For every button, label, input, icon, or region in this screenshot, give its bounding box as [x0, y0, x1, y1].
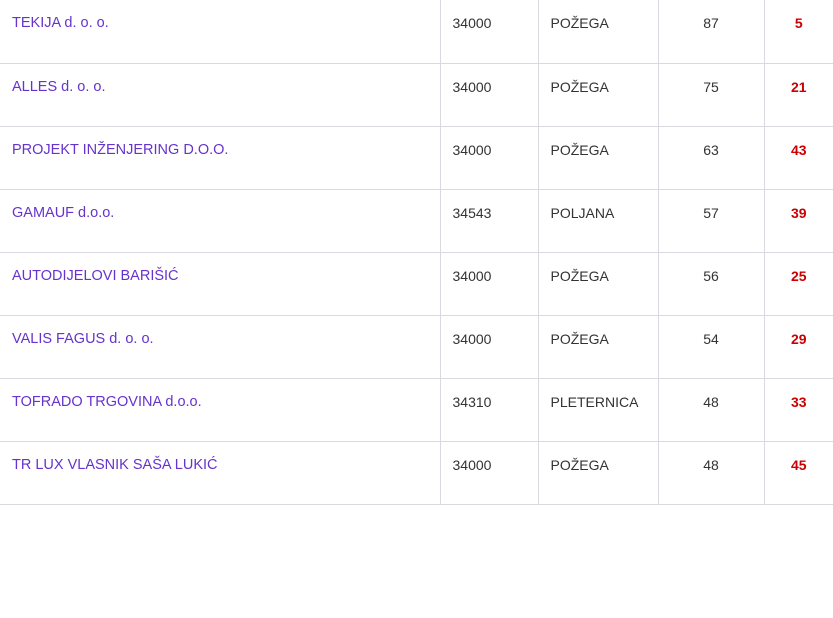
table-cell-rank: [764, 63, 833, 126]
zip-value: 34000: [452, 141, 492, 158]
company-link[interactable]: TR LUX VLASNIK SAŠA LUKIĆ: [12, 456, 218, 473]
zip-value: 34543: [452, 204, 492, 221]
zip-value: 34000: [452, 330, 492, 347]
city-value: POŽEGA: [550, 267, 609, 284]
table-cell-count: [658, 63, 764, 126]
table-row: [0, 189, 833, 252]
table-cell-company-name: [0, 0, 440, 63]
table-cell-company-name: [0, 315, 440, 378]
zip-value: 34000: [452, 456, 492, 473]
table-cell-zip: [440, 0, 538, 63]
table-cell-count: [658, 0, 764, 63]
table-cell-rank: [764, 441, 833, 504]
rank-value: 45: [790, 456, 807, 473]
table-cell-zip: [440, 441, 538, 504]
city-value: POŽEGA: [550, 456, 609, 473]
table-row: [0, 0, 833, 63]
table-cell-company-name: [0, 126, 440, 189]
table-cell-zip: [440, 378, 538, 441]
table-cell-rank: [764, 126, 833, 189]
table-row: [0, 378, 833, 441]
table-cell-rank: [764, 189, 833, 252]
table-cell-city: [538, 63, 658, 126]
count-value: 48: [703, 456, 719, 473]
table-cell-count: [658, 378, 764, 441]
zip-value: 34000: [452, 78, 492, 95]
company-link[interactable]: TOFRADO TRGOVINA d.o.o.: [12, 393, 202, 410]
city-value: POŽEGA: [550, 330, 609, 347]
table-cell-company-name: [0, 441, 440, 504]
table-cell-count: [658, 126, 764, 189]
table-cell-count: [658, 252, 764, 315]
count-value: 48: [703, 393, 719, 410]
company-link[interactable]: ALLES d. o. o.: [12, 78, 106, 95]
table-cell-city: [538, 126, 658, 189]
table-cell-count: [658, 441, 764, 504]
table-cell-company-name: [0, 252, 440, 315]
table-cell-city: [538, 378, 658, 441]
table-cell-city: [538, 252, 658, 315]
table-cell-count: [658, 315, 764, 378]
city-value: POŽEGA: [550, 78, 609, 95]
table-cell-zip: [440, 126, 538, 189]
count-value: 54: [703, 330, 719, 347]
table-row: [0, 441, 833, 504]
city-value: POŽEGA: [550, 15, 609, 31]
company-link[interactable]: AUTODIJELOVI BARIŠIĆ: [12, 267, 179, 284]
company-link[interactable]: GAMAUF d.o.o.: [12, 204, 115, 221]
zip-value: 34310: [452, 393, 492, 410]
table-cell-city: [538, 315, 658, 378]
company-link[interactable]: PROJEKT INŽENJERING D.O.O.: [12, 141, 229, 158]
rank-value: 33: [790, 393, 807, 410]
table-cell-zip: [440, 63, 538, 126]
table-cell-rank: [764, 0, 833, 63]
city-value: PLETERNICA: [550, 393, 639, 410]
count-value: 75: [703, 78, 719, 95]
rank-value: 29: [790, 330, 807, 347]
zip-value: 34000: [452, 267, 492, 284]
table-row: [0, 252, 833, 315]
table-cell-count: [658, 189, 764, 252]
table-cell-rank: [764, 378, 833, 441]
table-cell-rank: [764, 315, 833, 378]
company-link[interactable]: VALIS FAGUS d. o. o.: [12, 330, 154, 347]
rank-value: 5: [794, 15, 803, 31]
company-link[interactable]: TEKIJA d. o. o.: [12, 15, 109, 31]
table-row: [0, 315, 833, 378]
table-cell-city: [538, 189, 658, 252]
count-value: 56: [703, 267, 719, 284]
table-cell-city: [538, 441, 658, 504]
rank-value: 21: [790, 78, 807, 95]
rank-value: 25: [790, 267, 807, 284]
table-cell-city: [538, 0, 658, 63]
table-cell-company-name: [0, 63, 440, 126]
rank-value: 43: [790, 141, 807, 158]
zip-value: 34000: [452, 15, 492, 31]
table-cell-zip: [440, 189, 538, 252]
table-cell-company-name: [0, 378, 440, 441]
table-row: [0, 63, 833, 126]
table-cell-zip: [440, 315, 538, 378]
table-row: [0, 126, 833, 189]
table-cell-rank: [764, 252, 833, 315]
table-cell-zip: [440, 252, 538, 315]
rank-value: 39: [790, 204, 807, 221]
city-value: POLJANA: [550, 204, 615, 221]
count-value: 57: [703, 204, 719, 221]
count-value: 87: [703, 15, 719, 31]
count-value: 63: [703, 141, 719, 158]
table-cell-company-name: [0, 189, 440, 252]
city-value: POŽEGA: [550, 141, 609, 158]
